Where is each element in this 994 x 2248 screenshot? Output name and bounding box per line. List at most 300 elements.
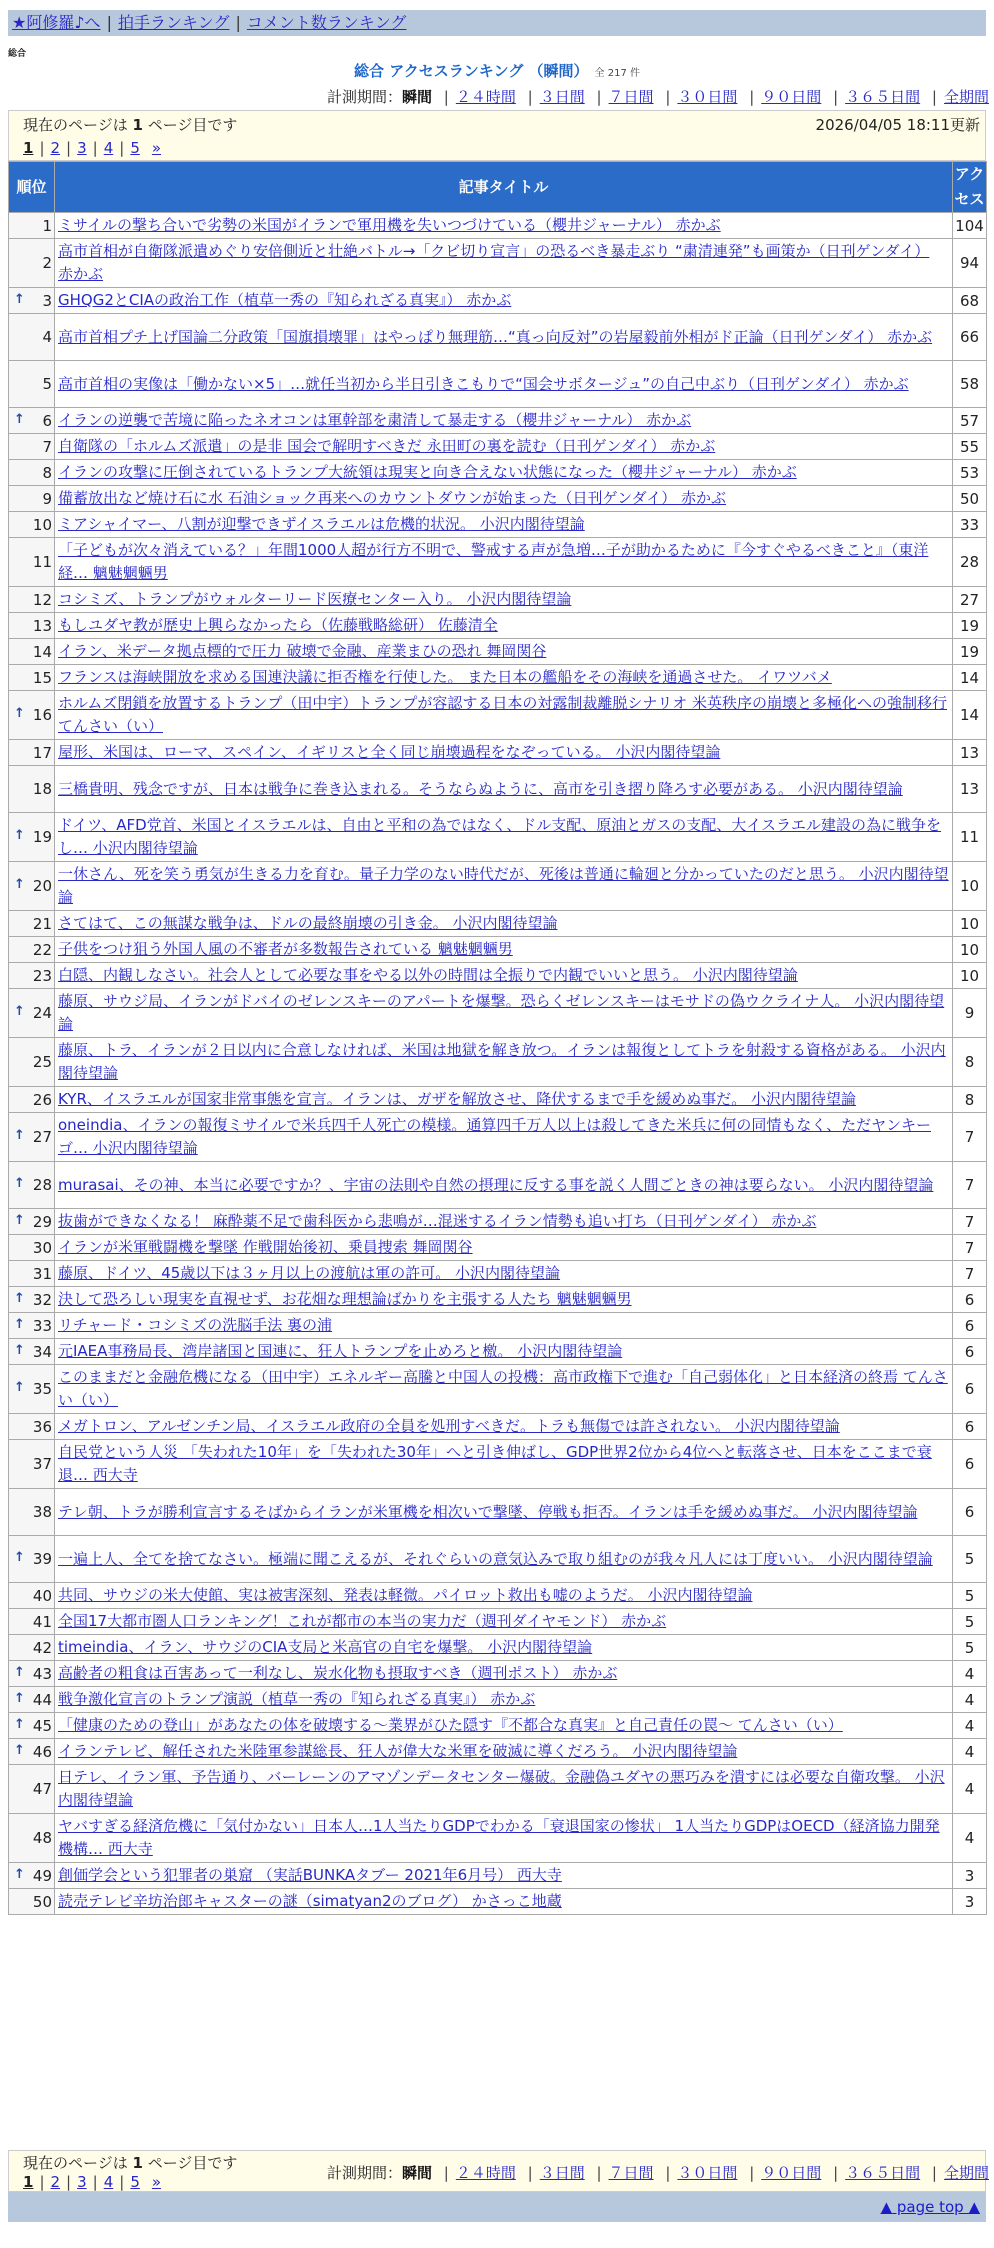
rank-cell <box>9 1536 55 1583</box>
rank-number: 28 <box>32 1176 52 1194</box>
rank-number: 18 <box>32 780 52 798</box>
title-cell <box>55 1635 953 1661</box>
pager-link-3[interactable]: 3 <box>77 2173 87 2191</box>
table-row <box>9 1863 987 1889</box>
table-row <box>9 213 987 239</box>
table-row <box>9 408 987 434</box>
period-link-all[interactable]: 全期間 <box>943 88 989 106</box>
table-row <box>9 1414 987 1440</box>
period-link-7d[interactable]: ７日間 <box>608 88 654 106</box>
updated-time: 2026/04/05 18:11更新 <box>815 116 980 134</box>
rank-cell <box>9 740 55 766</box>
article-link[interactable]: ドイツ、AFD党首、米国とイスラエルは、自由と平和の為ではなく、ドル支配、原油とガスの支配、大イスラエル建設の為に戦争をし… 小沢内閣待望論 <box>58 816 942 857</box>
table-row <box>9 361 987 408</box>
table-row <box>9 1261 987 1287</box>
rank-number: 38 <box>32 1503 52 1521</box>
rank-number: 46 <box>32 1742 52 1761</box>
period-link-all[interactable]: 全期間 <box>943 2164 989 2182</box>
article-link[interactable]: 「子どもが次々消えている？」年間1000人超が行方不明で、警戒する声が急増…子が助かるために『今すぐやるべきこと』（東洋経… 魑魅魍魎男 <box>58 541 929 582</box>
article-link[interactable]: さてはて、この無謀な戦争は、ドルの最終崩壊の引き金。 小沢内閣待望論 <box>58 914 558 932</box>
access-count: 10 <box>953 937 987 963</box>
rank-number: 45 <box>32 1716 52 1735</box>
table-row <box>9 1313 987 1339</box>
table-row <box>9 486 987 512</box>
rank-cell <box>9 1162 55 1209</box>
access-count: 4 <box>953 1814 987 1863</box>
access-count: 53 <box>953 460 987 486</box>
table-row <box>9 1489 987 1536</box>
article-link[interactable]: 屋形、米国は、ローマ、スペイン、イギリスと全く同じ崩壊過程をなぞっている。 小沢内閣待望論 <box>58 743 721 761</box>
article-link[interactable]: イランが米軍戦闘機を撃墜 作戦開始後初、乗員捜索 舞岡関谷 <box>58 1238 473 1256</box>
table-row <box>9 613 987 639</box>
table-row <box>9 989 987 1038</box>
article-link[interactable]: 一遍上人、全てを捨てなさい。極端に聞こえるが、それぐらいの意気込みで取り組むのが我々凡人には丁度いい。 小沢内閣待望論 <box>58 1549 933 1568</box>
nav-link-applause-ranking[interactable]: 拍手ランキング <box>117 13 230 32</box>
article-link[interactable]: 決して恐ろしい現実を直視せず、お花畑な理想論ばかりを主張する人たち 魑魅魍魎男 <box>58 1290 632 1308</box>
article-link[interactable]: フランスは海峡開放を求める国連決議に拒否権を行使した。 また日本の艦船をその海峡を通過させた。 イワツバメ <box>58 668 832 686</box>
article-link[interactable]: 戦争激化宣言のトランプ演説（植草一秀の『知られざる真実』） 赤かぶ <box>58 1690 536 1708</box>
access-count: 6 <box>953 1414 987 1440</box>
up-arrow-icon: ↑ <box>14 706 25 721</box>
header-rank: 順位 <box>9 162 55 213</box>
up-arrow-icon: ↑ <box>14 828 25 843</box>
table-row <box>9 1209 987 1235</box>
pager-link-2[interactable]: 2 <box>50 2173 61 2191</box>
article-link[interactable]: 読売テレビ辛坊治郎キャスターの謎（simatyan2のブログ） かさっこ地蔵 <box>58 1892 562 1910</box>
title-cell <box>55 538 953 587</box>
article-link[interactable]: 自民党という人災 「失われた10年」を「失われた30年」へと引き伸ばし、GDP世界2位から4位へと転落させ、日本をここまで衰退… 西大寺 <box>58 1443 932 1484</box>
rank-cell <box>9 1814 55 1863</box>
article-link[interactable]: メガトロン、アルゼンチン局、イスラエル政府の全員を処刑すべきだ。トラも無傷では許されない。 小沢内閣待望論 <box>58 1417 840 1435</box>
nav-link-asyura[interactable]: ★阿修羅♪へ <box>12 13 101 32</box>
access-count: 8 <box>953 1038 987 1087</box>
access-count: 13 <box>953 740 987 766</box>
access-count: 5 <box>953 1635 987 1661</box>
article-link[interactable]: 高市首相が自衛隊派遣めぐり安倍側近と壮絶バトル→「クビ切り宣言」の恐るべき暴走ぶり “粛清連発”も画策か（日刊ゲンダイ） 赤かぶ <box>58 242 930 283</box>
title-cell <box>55 1489 953 1536</box>
rank-cell <box>9 963 55 989</box>
title-cell <box>55 1889 953 1915</box>
page-top-link[interactable]: ▲ page top ▲ <box>880 2198 980 2216</box>
title-cell <box>55 862 953 911</box>
rank-cell <box>9 665 55 691</box>
pager-link-3[interactable]: 3 <box>77 139 87 157</box>
table-row <box>9 1365 987 1414</box>
article-link[interactable]: イランテレビ、解任された米陸軍参謀総長、狂人が偉大な米軍を破滅に導くだろう。 小沢内閣待望論 <box>58 1742 738 1760</box>
title-cell <box>55 665 953 691</box>
table-row <box>9 1765 987 1814</box>
article-link[interactable]: 全国17大都市圏人口ランキング！これが都市の本当の実力だ（週刊ダイヤモンド） 赤かぶ <box>58 1612 667 1630</box>
access-count: 57 <box>953 408 987 434</box>
pager-next[interactable]: » <box>151 139 162 157</box>
rank-cell <box>9 1261 55 1287</box>
rank-number: 49 <box>32 1866 52 1885</box>
rank-number: 35 <box>32 1380 52 1398</box>
title-cell <box>55 1365 953 1414</box>
period-current: 瞬間 <box>401 2164 432 2182</box>
article-link[interactable]: 抜歯ができなくなる！ 麻酔薬不足で歯科医から悲鳴が…混迷するイラン情勢も追い打ち（日刊ゲンダイ） 赤かぶ <box>58 1212 817 1230</box>
title-cell <box>55 460 953 486</box>
table-row <box>9 862 987 911</box>
access-count: 50 <box>953 486 987 512</box>
title-cell <box>55 408 953 434</box>
pager-link-2[interactable]: 2 <box>50 139 61 157</box>
article-link[interactable]: ミアシャイマー、八割が迎撃できずイスラエルは危機的状況。 小沢内閣待望論 <box>58 515 585 533</box>
period-link-24h[interactable]: ２４時間 <box>455 2164 516 2182</box>
access-count: 14 <box>953 691 987 740</box>
current-page-text-bottom: 現在のページは 1 ページ目です <box>23 2154 238 2172</box>
article-link[interactable]: もしユダヤ教が歴史上興らなかったら（佐藤戦略総研） 佐藤清全 <box>58 616 498 634</box>
title-cell <box>55 1536 953 1583</box>
article-link[interactable]: oneindia、イランの報復ミサイルで米兵四千人死亡の模様。通算四千万人以上は殺してきた米兵に何の同情もなく、ただヤンキーゴ… 小沢内閣待望論 <box>58 1116 931 1157</box>
table-row <box>9 740 987 766</box>
up-arrow-icon: ↑ <box>14 1212 25 1228</box>
period-link-90d[interactable]: ９０日間 <box>761 88 822 106</box>
title-cell <box>55 1087 953 1113</box>
article-link[interactable]: 元IAEA事務局長、湾岸諸国と国連に、狂人トランプを止めろと檄。 小沢内閣待望論 <box>58 1342 623 1360</box>
rank-number: 23 <box>32 966 52 985</box>
access-count: 6 <box>953 1313 987 1339</box>
table-row <box>9 1287 987 1313</box>
title-cell <box>55 288 953 314</box>
rank-cell <box>9 989 55 1038</box>
table-row <box>9 314 987 361</box>
rank-number: 37 <box>32 1455 52 1473</box>
table-row <box>9 434 987 460</box>
up-arrow-icon: ↑ <box>14 1004 25 1019</box>
table-row <box>9 1635 987 1661</box>
article-link[interactable]: テレ朝、トラが勝利宣言するそばからイランが米軍機を相次いで撃墜、停戦も拒否。イランは手を緩めぬ事だ。 小沢内閣待望論 <box>58 1502 918 1521</box>
title-cell <box>55 1261 953 1287</box>
rank-cell <box>9 1209 55 1235</box>
up-arrow-icon: ↑ <box>14 1742 25 1758</box>
article-link[interactable]: リチャード・コシミズの洗脳手法 裏の浦 <box>58 1316 333 1334</box>
article-link[interactable]: ヤバすぎる経済危機に「気付かない」日本人…1人当たりGDPでわかる「衰退国家の惨状」 1人当たりGDPはOECD（経済協力開発機構… 西大寺 <box>58 1817 940 1858</box>
period-link-30d[interactable]: ３０日間 <box>677 2164 738 2182</box>
up-arrow-icon: ↑ <box>14 1550 25 1565</box>
table-row <box>9 1235 987 1261</box>
rank-cell <box>9 288 55 314</box>
rank-number: 20 <box>32 877 52 895</box>
nav-link-comment-ranking[interactable]: コメント数ランキング <box>246 13 407 32</box>
up-arrow-icon: ↑ <box>14 1664 25 1680</box>
article-link[interactable]: murasai、その神、本当に必要ですか？、宇宙の法則や自然の摂理に反する事を説く人間ごときの神は要らない。 小沢内閣待望論 <box>58 1175 934 1194</box>
rank-cell <box>9 486 55 512</box>
table-row <box>9 1583 987 1609</box>
rank-number: 34 <box>32 1342 52 1361</box>
period-link-24h[interactable]: ２４時間 <box>455 88 516 106</box>
access-count: 104 <box>953 213 987 239</box>
rank-cell <box>9 613 55 639</box>
rank-number: 6 <box>42 411 52 430</box>
period-link-90d[interactable]: ９０日間 <box>761 2164 822 2182</box>
article-link[interactable]: ミサイルの撃ち合いで劣勢の米国がイランで軍用機を失いつづけている（櫻井ジャーナル） 赤かぶ <box>58 216 721 234</box>
period-link-365d[interactable]: ３６５日間 <box>845 88 921 106</box>
article-link[interactable]: 藤原、ドイツ、45歳以下は３ヶ月以上の渡航は軍の許可。 小沢内閣待望論 <box>58 1264 561 1282</box>
article-link[interactable]: 共同、サウジの米大使館、実は被害深刻、発表は軽微。パイロット救出も嘘のようだ。 小沢内閣待望論 <box>58 1586 753 1604</box>
access-count: 3 <box>953 1889 987 1915</box>
up-arrow-icon: ↑ <box>14 1690 25 1706</box>
period-label: 計測期間： <box>326 88 402 106</box>
article-link[interactable]: イラン、米データ拠点標的で圧力 破壊で金融、産業まひの恐れ 舞岡関谷 <box>58 642 547 660</box>
period-link-30d[interactable]: ３０日間 <box>677 88 738 106</box>
access-count: 7 <box>953 1235 987 1261</box>
rank-number: 29 <box>32 1212 52 1231</box>
pager-link-5[interactable]: 5 <box>130 139 140 157</box>
rank-cell <box>9 538 55 587</box>
title-cell <box>55 239 953 288</box>
up-arrow-icon: ↑ <box>14 1716 25 1732</box>
table-row <box>9 1661 987 1687</box>
access-count: 19 <box>953 613 987 639</box>
rank-cell <box>9 1765 55 1814</box>
title-cell <box>55 691 953 740</box>
access-count: 7 <box>953 1113 987 1162</box>
access-count: 5 <box>953 1609 987 1635</box>
top-nav-bar: ★阿修羅♪へ | 拍手ランキング | コメント数ランキング <box>8 10 986 36</box>
table-row <box>9 1609 987 1635</box>
title-cell <box>55 1414 953 1440</box>
title-cell <box>55 937 953 963</box>
title-cell <box>55 613 953 639</box>
rank-cell <box>9 1313 55 1339</box>
title-cell <box>55 434 953 460</box>
article-link[interactable]: 子供をつけ狙う外国人風の不審者が多数報告されている 魑魅魍魎男 <box>58 940 513 958</box>
access-count: 10 <box>953 911 987 937</box>
article-link[interactable]: 藤原、サウジ局、イランがドバイのゼレンスキーのアパートを爆撃。恐らくゼレンスキーはモサドの偽ウクライナ人。 小沢内閣待望論 <box>58 992 945 1033</box>
rank-number: 30 <box>32 1238 52 1257</box>
access-count: 9 <box>953 989 987 1038</box>
up-arrow-icon: ↑ <box>14 291 25 307</box>
header-title: 記事タイトル <box>55 162 953 213</box>
article-link[interactable]: イランの逆襲で苦境に陥ったネオコンは軍幹部を粛清して暴走する（櫻井ジャーナル） 赤かぶ <box>58 411 692 429</box>
table-row <box>9 937 987 963</box>
period-selector-top: 計測期間：瞬間 | ２４時間 | ３日間 | ７日間 | ３０日間 | ９０日間 | ３６５日間 | 全期間 <box>326 88 989 106</box>
access-count: 6 <box>953 1489 987 1536</box>
title-cell <box>55 1440 953 1489</box>
rank-number: 2 <box>42 254 52 272</box>
access-count: 4 <box>953 1765 987 1814</box>
rank-number: 42 <box>32 1638 52 1657</box>
up-arrow-icon: ↑ <box>14 1342 25 1358</box>
rank-cell <box>9 862 55 911</box>
title-cell <box>55 1209 953 1235</box>
article-link[interactable]: 高齢者の粗食は百害あって一利なし、炭水化物も摂取すべき（週刊ポスト） 赤かぶ <box>58 1664 618 1682</box>
pager-link-4[interactable]: 4 <box>103 2173 114 2191</box>
ranking-title-block <box>0 60 994 81</box>
article-link[interactable]: 高市首相の実像は「働かない×5」…就任当初から半日引きこもりで“国会サボタージュ”の自己中ぶり（日刊ゲンダイ） 赤かぶ <box>58 374 909 393</box>
rank-number: 11 <box>32 553 52 571</box>
rank-number: 48 <box>32 1829 52 1847</box>
table-row <box>9 239 987 288</box>
article-link[interactable]: KYR、イスラエルが国家非常事態を宣言。イランは、ガザを解放させ、降伏するまで手を緩めぬ事だ。 小沢内閣待望論 <box>58 1090 857 1108</box>
rank-number: 4 <box>42 328 52 346</box>
title-cell <box>55 1687 953 1713</box>
article-link[interactable]: 日テレ、イラン軍、予告通り、バーレーンのアマゾンデータセンター爆破。金融偽ユダヤの悪巧みを潰すには必要な自衛攻撃。 小沢内閣待望論 <box>58 1768 945 1809</box>
rank-number: 43 <box>32 1664 52 1683</box>
up-arrow-icon: ↑ <box>14 1176 25 1191</box>
table-row <box>9 1889 987 1915</box>
title-cell <box>55 1814 953 1863</box>
period-link-365d[interactable]: ３６５日間 <box>845 2164 921 2182</box>
article-link[interactable]: 備蓄放出など焼け石に水 石油ショック再来へのカウントダウンが始まった（日刊ゲンダイ） 赤かぶ <box>58 489 727 507</box>
title-cell <box>55 1038 953 1087</box>
section-label: 総合 <box>8 49 27 59</box>
period-current: 瞬間 <box>401 88 432 106</box>
rank-cell <box>9 434 55 460</box>
pager-link-5[interactable]: 5 <box>130 2173 140 2191</box>
rank-cell <box>9 937 55 963</box>
access-count: 7 <box>953 1209 987 1235</box>
period-link-3d[interactable]: ３日間 <box>539 88 585 106</box>
rank-number: 5 <box>42 375 52 393</box>
access-count: 94 <box>953 239 987 288</box>
table-row <box>9 288 987 314</box>
pager-next[interactable]: » <box>151 2173 162 2191</box>
access-count: 6 <box>953 1365 987 1414</box>
title-cell <box>55 766 953 813</box>
rank-cell <box>9 1339 55 1365</box>
header-access: アクセス <box>953 162 987 213</box>
table-row <box>9 1687 987 1713</box>
period-link-7d[interactable]: ７日間 <box>608 2164 654 2182</box>
rank-cell <box>9 1440 55 1489</box>
table-row <box>9 813 987 862</box>
table-row <box>9 665 987 691</box>
title-cell <box>55 213 953 239</box>
access-count: 10 <box>953 862 987 911</box>
access-count: 5 <box>953 1536 987 1583</box>
article-link[interactable]: コシミズ、トランプがウォルターリード医療センター入り。 小沢内閣待望論 <box>58 590 572 608</box>
pager-links: 1 | 2 | 3 | 4 | 5 » <box>23 139 162 157</box>
article-link[interactable]: ホルムズ閉鎖を放置するトランプ（田中宇）トランプが容認する日本の対露制裁離脱シナリオ 米英秩序の崩壊と多極化への強制移行 てんさい（い） <box>58 694 948 735</box>
title-cell <box>55 1609 953 1635</box>
rank-number: 10 <box>32 515 52 534</box>
rank-number: 26 <box>32 1090 52 1109</box>
article-link[interactable]: 三橋貴明、残念ですが、日本は戦争に巻き込まれる。そうならぬように、高市を引き摺り降ろす必要がある。 小沢内閣待望論 <box>58 779 903 798</box>
article-link[interactable]: 「健康のための登山」があなたの体を破壊する～業界がひた隠す『不都合な真実』と自己責任の罠～ てんさい（い） <box>58 1716 843 1734</box>
article-link[interactable]: 創価学会という犯罪者の巣窟 （実話BUNKAタブー 2021年6月号） 西大寺 <box>58 1866 562 1884</box>
access-count: 7 <box>953 1261 987 1287</box>
up-arrow-icon: ↑ <box>14 877 25 892</box>
rank-number: 32 <box>32 1290 52 1309</box>
access-count: 27 <box>953 587 987 613</box>
bottom-bar <box>8 2192 986 2222</box>
rank-number: 21 <box>32 914 52 933</box>
rank-number: 1 <box>42 216 52 235</box>
title-cell <box>55 813 953 862</box>
up-arrow-icon: ↑ <box>14 1128 25 1143</box>
rank-cell <box>9 1489 55 1536</box>
title-cell <box>55 512 953 538</box>
pager-links-bottom: 1 | 2 | 3 | 4 | 5 » <box>23 2173 162 2191</box>
table-row <box>9 1162 987 1209</box>
access-count: 28 <box>953 538 987 587</box>
rank-number: 24 <box>32 1004 52 1022</box>
title-cell <box>55 1287 953 1313</box>
access-count: 5 <box>953 1583 987 1609</box>
table-row <box>9 911 987 937</box>
article-link[interactable]: GHQG2とCIAの政治工作（植草一秀の『知られざる真実』） 赤かぶ <box>58 291 512 309</box>
pager-current-page: 1 <box>23 139 34 157</box>
rank-cell <box>9 1635 55 1661</box>
access-count: 4 <box>953 1687 987 1713</box>
rank-cell <box>9 213 55 239</box>
article-link[interactable]: 藤原、トラ、イランが２日以内に合意しなければ、米国は地獄を解き放つ。イランは報復としてトラを射殺する資格がある。 小沢内閣待望論 <box>58 1041 946 1082</box>
table-row <box>9 1739 987 1765</box>
article-link[interactable]: timeindia、イラン、サウジのCIA支局と米高官の自宅を爆撃。 小沢内閣待望論 <box>58 1638 593 1656</box>
title-cell <box>55 989 953 1038</box>
rank-cell <box>9 911 55 937</box>
title-cell <box>55 1661 953 1687</box>
title-cell <box>55 1713 953 1739</box>
access-count: 4 <box>953 1661 987 1687</box>
table-row <box>9 1814 987 1863</box>
rank-cell <box>9 1287 55 1313</box>
pager-link-4[interactable]: 4 <box>103 139 114 157</box>
rank-number: 36 <box>32 1417 52 1436</box>
title-cell <box>55 911 953 937</box>
access-count: 7 <box>953 1162 987 1209</box>
access-count: 19 <box>953 639 987 665</box>
rank-number: 27 <box>32 1128 52 1146</box>
rank-number: 47 <box>32 1780 52 1798</box>
access-count: 33 <box>953 512 987 538</box>
access-count: 55 <box>953 434 987 460</box>
rank-cell <box>9 361 55 408</box>
rank-number: 8 <box>42 463 52 482</box>
pager-current-page: 1 <box>23 2173 34 2191</box>
rank-number: 25 <box>32 1053 52 1071</box>
access-count: 8 <box>953 1087 987 1113</box>
table-row <box>9 1713 987 1739</box>
rank-cell <box>9 460 55 486</box>
ranking-table <box>8 161 987 1915</box>
rank-cell <box>9 766 55 813</box>
rank-cell <box>9 1365 55 1414</box>
rank-cell <box>9 1087 55 1113</box>
article-link[interactable]: このままだと金融危機になる（田中宇）エネルギー高騰と中国人の投機：高市政権下で進む「自己弱体化」と日本経済の終焉 てんさい（い） <box>58 1368 948 1409</box>
title-cell <box>55 1162 953 1209</box>
title-cell <box>55 1235 953 1261</box>
article-link[interactable]: イランの攻撃に圧倒されているトランプ大統領は現実と向き合えない状態になった（櫻井ジャーナル） 赤かぶ <box>58 463 797 481</box>
title-cell <box>55 1583 953 1609</box>
rank-number: 41 <box>32 1612 52 1631</box>
up-arrow-icon: ↑ <box>14 1380 25 1395</box>
rank-cell <box>9 1739 55 1765</box>
table-row <box>9 512 987 538</box>
rank-cell <box>9 408 55 434</box>
access-count: 6 <box>953 1440 987 1489</box>
period-link-3d[interactable]: ３日間 <box>539 2164 585 2182</box>
title-cell <box>55 1739 953 1765</box>
rank-number: 31 <box>32 1264 52 1283</box>
article-link[interactable]: 一休さん、死を笑う勇気が生きる力を育む。量子力学のない時代だが、死後は普通に輪廻と分かっていたのだと思う。 小沢内閣待望論 <box>58 865 949 906</box>
access-count: 66 <box>953 314 987 361</box>
rank-number: 39 <box>32 1550 52 1568</box>
article-link[interactable]: 自衛隊の「ホルムズ派遣」の是非 国会で解明すべきだ 永田町の裏を読む（日刊ゲンダイ） 赤かぶ <box>58 437 716 455</box>
access-count: 10 <box>953 963 987 989</box>
table-header-row <box>9 162 987 213</box>
article-link[interactable]: 高市首相プチ上げ国論二分政策「国旗損壊罪」はやっぱり無理筋…“真っ向反対”の岩屋毅前外相がド正論（日刊ゲンダイ） 赤かぶ <box>58 327 933 346</box>
rank-cell <box>9 239 55 288</box>
table-row <box>9 1038 987 1087</box>
rank-number: 17 <box>32 743 52 762</box>
table-row <box>9 1440 987 1489</box>
rank-number: 22 <box>32 940 52 959</box>
rank-cell <box>9 1235 55 1261</box>
article-link[interactable]: 白隠、内観しなさい。社会人として必要な事をやる以外の時間は全振りで内観でいいと思う。 小沢内閣待望論 <box>58 966 798 984</box>
